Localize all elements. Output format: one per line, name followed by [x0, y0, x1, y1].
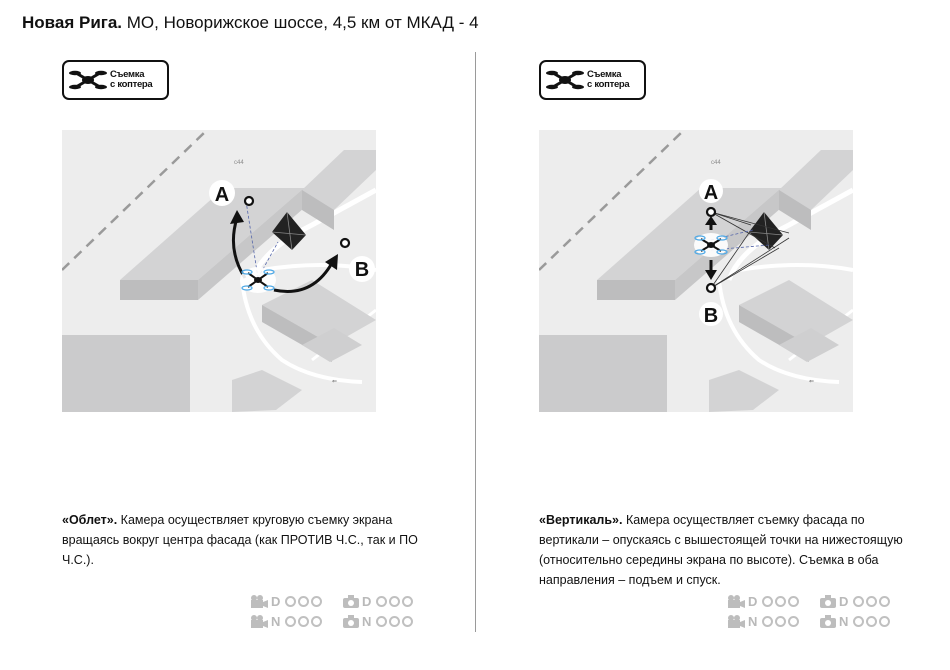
video-camera-icon: [727, 615, 745, 628]
map-building-label: с44: [234, 160, 244, 166]
video-camera-icon: [727, 595, 745, 608]
map-canvas: [62, 130, 376, 412]
drone-icon: [545, 67, 585, 93]
badge-line-1: Съемка: [110, 69, 145, 80]
camera-modes-vertical: [727, 594, 897, 634]
photo-camera-icon: [343, 615, 359, 628]
description-text: Камера осуществляет круговую съемку экрана вращаясь вокруг центра фасада (как ПРОТИВ Ч.С., так и ПО Ч.С.).: [62, 513, 418, 567]
video-night-mode: N: [250, 614, 322, 629]
photo-night-mode: N: [820, 614, 890, 629]
video-camera-icon: [250, 615, 268, 628]
point-a-marker: [707, 208, 715, 216]
point-a-label: A: [703, 182, 719, 204]
video-day-mode: D: [727, 594, 799, 609]
drone-icon: [68, 67, 108, 93]
point-b-label: B: [354, 259, 370, 281]
video-camera-icon: [250, 595, 268, 608]
point-a-label: A: [214, 184, 230, 206]
panel-divider: [475, 52, 476, 632]
badge-line-1: Съемка: [587, 69, 622, 80]
panel-vertical: [477, 0, 950, 670]
svg-text:⇐: ⇐: [809, 379, 815, 385]
point-b-marker: [341, 239, 349, 247]
photo-camera-icon: [343, 595, 359, 608]
drone-position-icon: [240, 267, 276, 293]
description-vertical: [539, 510, 909, 590]
point-a-marker: [245, 197, 253, 205]
copter-shooting-badge: [62, 60, 169, 100]
video-day-mode: D: [250, 594, 322, 609]
photo-day-mode: D: [820, 594, 890, 609]
video-night-mode: N: [727, 614, 799, 629]
photo-camera-icon: [820, 615, 836, 628]
point-b-label: B: [703, 305, 719, 327]
camera-modes-orbit: [250, 594, 420, 634]
photo-night-mode: N: [343, 614, 413, 629]
description-orbit: [62, 510, 432, 570]
badge-line-2: с коптера: [110, 79, 153, 90]
svg-text:⇐: ⇐: [332, 379, 338, 385]
map-vertical: [539, 130, 853, 412]
copter-shooting-badge: [539, 60, 646, 100]
point-b-marker: [707, 284, 715, 292]
photo-camera-icon: [820, 595, 836, 608]
description-text: Камера осуществляет съемку фасада по вертикали – опускаясь с вышестоящей точки на нижестоящую (относительно середины экрана по высоте). Съемка в оба направления – подъем и спуск.: [539, 513, 903, 587]
description-term: «Облет».: [62, 513, 118, 527]
map-building-label: с44: [711, 160, 721, 166]
badge-line-2: с коптера: [587, 79, 630, 90]
photo-day-mode: D: [343, 594, 413, 609]
map-canvas: [539, 130, 853, 412]
map-orbit: [62, 130, 376, 412]
title-location: Новая Рига.: [22, 13, 123, 32]
description-term: «Вертикаль».: [539, 513, 623, 527]
title-address: МО, Новорижское шоссе, 4,5 км от МКАД - 4: [122, 13, 479, 32]
drone-position-icon: [694, 233, 728, 257]
